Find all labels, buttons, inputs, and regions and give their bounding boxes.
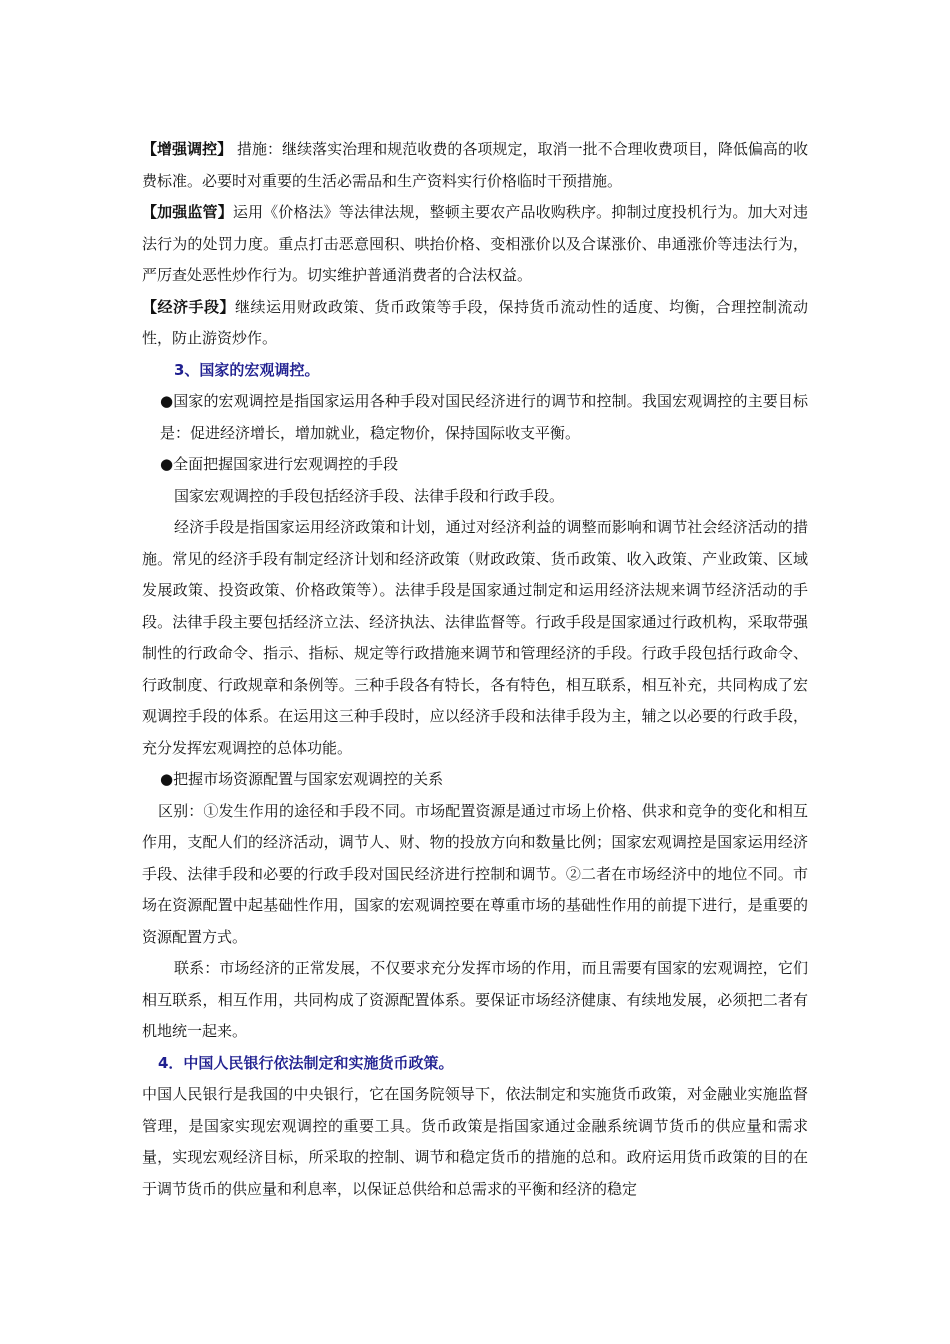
tag-economic-means: 【经济手段】 <box>142 297 235 316</box>
document-page <box>142 134 808 1205</box>
paragraph-difference: 区别：①发生作用的途径和手段不同。市场配置资源是通过市场上价格、供求和竞争的变化和相互作用，支配人们的经济活动，调节人、财、物的投放方向和数量比例；国家宏观调控是国家运用经济手段、法律手段和必要的行政手段对国民经济进行控制和调节。②二者在市场经济中的地位不同。市场在资源配置中起基础性作用，国家的宏观调控要在尊重市场的基础性作用的前提下进行，是重要的资源配置方式。 <box>142 801 808 946</box>
tag-strengthen-control: 【增强调控】 <box>142 140 233 158</box>
paragraph-means-detail: 经济手段是指国家运用经济政策和计划，通过对经济利益的调整而影响和调节社会经济活动的措施。常见的经济手段有制定经济计划和经济政策（财政政策、货币政策、收入政策、产业政策、区域发展政策、投资政策、价格政策等）。法律手段是国家通过制定和运用经济法规来调节经济活动的手段。法律手段主要包括经济立法、经济执法、法律监督等。行政手段是国家通过行政机构，采取带强制性的行政命令、指示、指标、规定等行政措施来调节和管理经济的手段。行政手段包括行政命令、行政制度、行政规章和条例等。三种手段各有特长，各有特色，相互联系，相互补充，共同构成了宏观调控手段的体系。在运用这三种手段时，应以经济手段和法律手段为主，辅之以必要的行政手段，充分发挥宏观调控的总体功能。 <box>142 518 808 757</box>
paragraph-strengthen-control <box>142 134 808 197</box>
bullet-macro-control-means: ●全面把握国家进行宏观调控的手段 <box>160 455 399 473</box>
text-strengthen-supervision: 运用《价格法》等法律法规，整顿主要农产品收购秩序。抑制过度投机行为。加大对违法行为的处罚力度。重点打击恶意囤积、哄抬价格、变相涨价以及合谋涨价、串通涨价等违法行为，严厉查处恶性炒作行为。切实维护普通消费者的合法权益。 <box>142 203 808 284</box>
tag-strengthen-supervision: 【加强监管】 <box>142 203 233 221</box>
section-heading-4: 4．中国人民银行依法制定和实施货币政策。 <box>158 1053 454 1072</box>
paragraph-economic-means <box>142 292 808 355</box>
paragraph-connection: 联系：市场经济的正常发展，不仅要求充分发挥市场的作用，而且需要有国家的宏观调控，它们相互联系，相互作用，共同构成了资源配置体系。要保证市场经济健康、有续地发展，必须把二者有机地统一起来。 <box>142 959 808 1040</box>
paragraph-strengthen-supervision <box>142 197 808 292</box>
bullet-market-vs-control: ●把握市场资源配置与国家宏观调控的关系 <box>160 770 444 788</box>
text-economic-means: 继续运用财政政策、货币政策等手段，保持货币流动性的适度、均衡，合理控制流动性，防止游资炒作。 <box>142 297 808 347</box>
section-heading-3: 3、国家的宏观调控。 <box>174 360 320 379</box>
paragraph-means-intro: 国家宏观调控的手段包括经济手段、法律手段和行政手段。 <box>174 486 565 505</box>
text-strengthen-control: 措施：继续落实治理和规范收费的各项规定，取消一批不合理收费项目，降低偏高的收费标准。必要时对重要的生活必需品和生产资料实行价格临时干预措施。 <box>142 140 808 190</box>
bullet-macro-control-definition: ●国家的宏观调控是指国家运用各种手段对国民经济进行的调节和控制。我国宏观调控的主要目标是：促进经济增长，增加就业，稳定物价，保持国际收支平衡。 <box>160 392 808 442</box>
paragraph-pboc: 中国人民银行是我国的中央银行，它在国务院领导下，依法制定和实施货币政策，对金融业实施监督管理，是国家实现宏观调控的重要工具。货币政策是指国家通过金融系统调节货币的供应量和需求量，实现宏观经济目标，所采取的控制、调节和稳定货币的措施的总和。政府运用货币政策的目的在于调节货币的供应量和利息率，以保证总供给和总需求的平衡和经济的稳定 <box>142 1085 808 1198</box>
